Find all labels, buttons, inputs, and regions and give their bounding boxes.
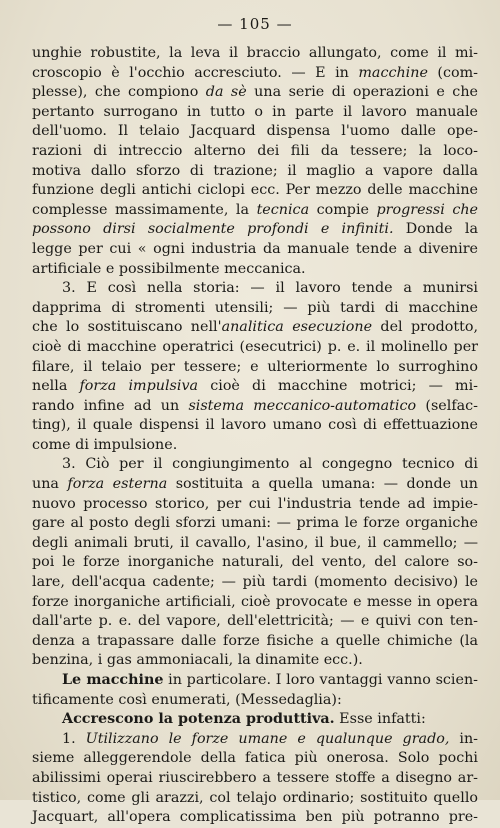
italic-run: analitica esecuzione bbox=[221, 319, 373, 336]
text-run: che lo sostituiscano nell' bbox=[32, 319, 222, 336]
text-line bbox=[32, 279, 478, 299]
text-line bbox=[32, 181, 478, 201]
text-line bbox=[32, 789, 478, 809]
text-line bbox=[32, 416, 478, 436]
bold-run: Accrescono la potenza produttiva. bbox=[62, 711, 335, 728]
text-run: sostituita a quella umana: — donde un bbox=[167, 476, 478, 493]
text-run: tistico, come gli arazzi, col telajo ordinario; sostituito quello bbox=[32, 789, 478, 806]
italic-run: Utilizzano le forze umane e qualunque grado, bbox=[85, 730, 450, 747]
text-line bbox=[32, 769, 478, 789]
text-run: dapprima di stromenti utensili; — più tardi di macchine bbox=[32, 299, 478, 316]
text-run: sieme alleggerendole della fatica più onerosa. Solo pochi bbox=[32, 750, 478, 767]
text-run: lare, dell'acqua cadente; — più tardi (momento decisivo) le bbox=[32, 574, 478, 591]
text-run: poi le forze inorganiche naturali, del vento, del calore so- bbox=[32, 554, 478, 571]
text-run: legge per cui « ogni industria da manuale tende a divenire bbox=[32, 240, 478, 257]
italic-run: da sè bbox=[205, 84, 247, 101]
text-run: motiva dallo sforzo di trazione; il maglio a vapore dalla bbox=[32, 162, 478, 179]
text-run: benzina, i gas ammoniacali, la dinamite ecc.). bbox=[32, 652, 363, 669]
text-run: artificiale e possibilmente meccanica. bbox=[32, 260, 306, 277]
text-run: Esse infatti: bbox=[334, 711, 426, 728]
text-run: filare, il telaio per tessere; e ulteriormente lo surroghino bbox=[32, 358, 478, 375]
italic-run: sistema meccanico-automatico bbox=[188, 397, 417, 414]
text-run: unghie robustite, la leva il braccio allungato, come il mi- bbox=[32, 45, 478, 61]
text-line bbox=[32, 44, 478, 64]
text-line bbox=[32, 299, 478, 319]
text-line bbox=[32, 514, 478, 534]
text-run: cioè di macchine operatrici (esecutrici) p. e. il molinello per bbox=[32, 338, 478, 355]
text-run: 3. Ciò per il congiungimento al congegno tecnico di bbox=[62, 456, 478, 473]
text-line bbox=[32, 397, 478, 417]
text-run: Donde la bbox=[393, 221, 478, 238]
text-line bbox=[32, 83, 478, 103]
text-run: cioè di macchine motrici; — mi- bbox=[198, 378, 479, 395]
text-run: del prodotto, bbox=[372, 319, 478, 336]
text-line bbox=[32, 612, 478, 632]
text-run: denza a trapassare dalle forze fisiche a quelle chimiche (la bbox=[32, 632, 478, 649]
text-line bbox=[32, 553, 478, 573]
text-run: rando infine ad un bbox=[32, 397, 189, 414]
text-run: dall'arte p. e. del vapore, dell'elettricità; — e quivi con ten- bbox=[32, 613, 478, 630]
text-line bbox=[32, 710, 478, 730]
italic-run: macchine bbox=[358, 64, 428, 81]
text-run: in particolare. I loro vantaggi vanno scien- bbox=[163, 672, 478, 688]
text-line bbox=[32, 103, 478, 123]
text-run: in- bbox=[449, 730, 479, 747]
text-line bbox=[32, 436, 478, 456]
text-run: pertanto surrogano in tutto o in parte il lavoro manuale bbox=[32, 103, 478, 120]
italic-run: forza impulsiva bbox=[79, 378, 199, 395]
text-line bbox=[32, 122, 478, 142]
text-run: come di impulsione. bbox=[32, 436, 178, 453]
text-line bbox=[32, 377, 478, 397]
text-line bbox=[32, 318, 478, 338]
text-line bbox=[32, 671, 478, 691]
text-run: nella bbox=[32, 378, 80, 395]
text-line bbox=[32, 358, 478, 378]
text-line bbox=[32, 64, 478, 84]
text-line bbox=[32, 162, 478, 182]
text-run: forze inorganiche artificiali, cioè provocate e messe in opera bbox=[32, 593, 478, 610]
text-run: plesse), che compiono bbox=[32, 84, 206, 101]
text-run: complesse massimamente, la bbox=[32, 201, 257, 218]
text-run: razioni di intreccio alterno dei fili da tessere; la loco- bbox=[32, 142, 478, 159]
text-run: una bbox=[32, 476, 68, 493]
italic-run: progressi che bbox=[376, 201, 479, 218]
text-line bbox=[32, 534, 478, 554]
text-line bbox=[32, 338, 478, 358]
bold-run: Le macchine bbox=[62, 672, 164, 688]
text-line bbox=[32, 593, 478, 613]
text-line bbox=[32, 651, 478, 671]
text-line bbox=[32, 260, 478, 280]
text-run: tificamente così enumerati, (Messedaglia): bbox=[32, 691, 342, 708]
text-run: Jacquart, all'opera complicatissima ben più potranno pre- bbox=[32, 809, 478, 826]
text-run: degli animali bruti, il cavallo, l'asino, il bue, il cammello; — bbox=[32, 534, 478, 551]
text-line bbox=[32, 749, 478, 769]
text-line bbox=[32, 220, 478, 240]
text-run: gare al posto degli sforzi umani: — prima le forze organiche bbox=[32, 515, 478, 532]
italic-run: tecnica bbox=[256, 201, 310, 218]
text-line bbox=[32, 475, 478, 495]
text-line bbox=[32, 455, 478, 475]
text-line bbox=[32, 808, 478, 828]
text-run: (com- bbox=[427, 64, 479, 81]
italic-run: possono dirsi socialmente profondi e infiniti. bbox=[32, 221, 394, 238]
text-line bbox=[32, 240, 478, 260]
text-line bbox=[32, 201, 478, 221]
text-run: (selfac- bbox=[416, 397, 478, 414]
text-run: funzione degli antichi ciclopi ecc. Per mezzo delle macchine bbox=[32, 182, 478, 199]
text-run: una serie di operazioni e che bbox=[246, 84, 478, 101]
text-line bbox=[32, 632, 478, 652]
text-run: 3. E così nella storia: — il lavoro tende a munirsi bbox=[62, 280, 478, 297]
text-line bbox=[32, 495, 478, 515]
body-text bbox=[32, 44, 478, 828]
text-line bbox=[32, 691, 478, 711]
text-run: ting), il quale dispensi il lavoro umano così di effettuazione bbox=[32, 417, 478, 434]
text-line bbox=[32, 142, 478, 162]
text-run: croscopio è l'occhio accresciuto. — E in bbox=[32, 64, 359, 81]
text-line bbox=[32, 730, 478, 750]
text-line bbox=[32, 573, 478, 593]
text-run: nuovo processo storico, per cui l'industria tende ad impie- bbox=[32, 495, 478, 512]
text-run: compie bbox=[309, 201, 377, 218]
text-run: 1. bbox=[62, 730, 86, 747]
italic-run: forza esterna bbox=[67, 476, 168, 493]
page-number: — 105 — bbox=[217, 15, 293, 33]
text-run: abilissimi operai riuscirebbero a tessere stoffe a disegno ar- bbox=[32, 769, 478, 786]
text-run: dell'uomo. Il telaio Jacquard dispensa l'uomo dalle ope- bbox=[32, 123, 478, 140]
